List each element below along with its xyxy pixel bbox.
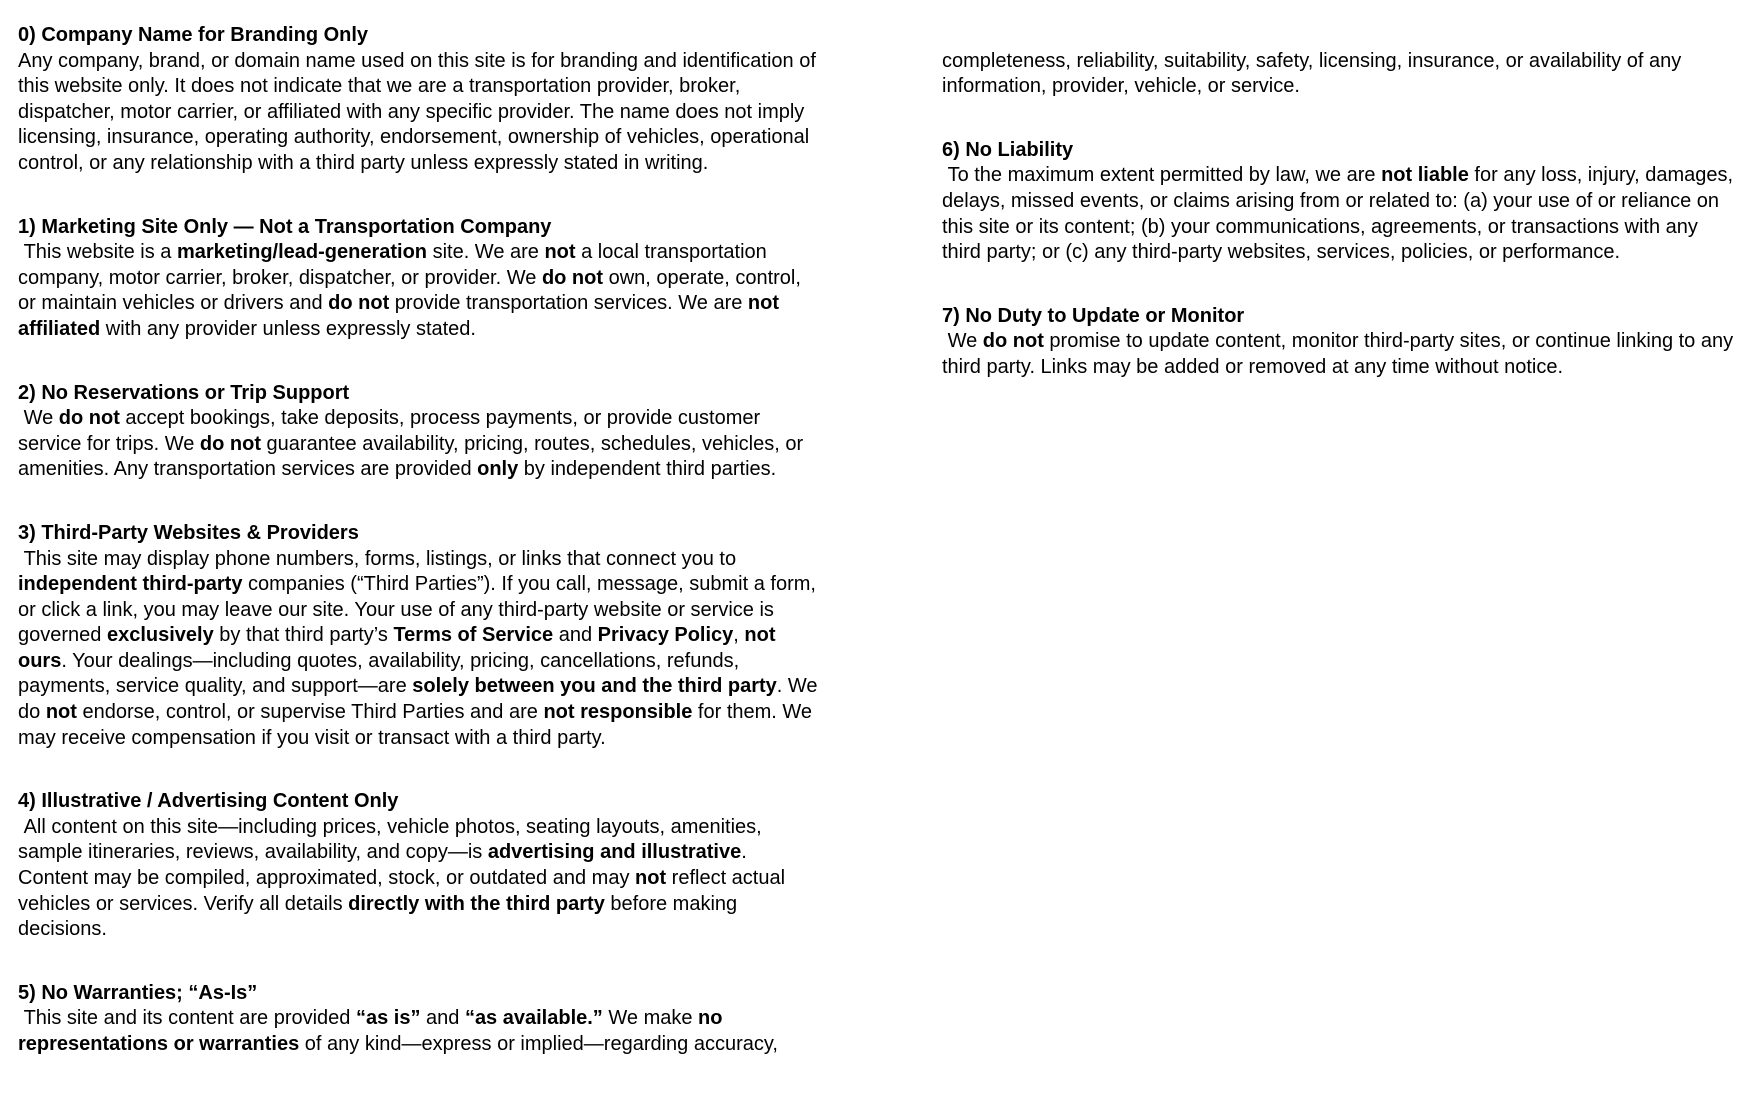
section-heading: 6) No Liability xyxy=(942,138,1074,161)
emphasis-text: Privacy Policy xyxy=(597,624,734,647)
emphasis-text: “as available.” xyxy=(464,1007,603,1030)
disclaimer-section xyxy=(942,304,1742,381)
emphasis-text: only xyxy=(477,458,519,481)
emphasis-text: not affiliated xyxy=(18,292,785,340)
emphasis-text: solely between you and the third party xyxy=(412,675,777,698)
emphasis-text: not ours xyxy=(18,624,782,672)
emphasis-text: not xyxy=(45,701,77,724)
body-text: . Your dealings—including quotes, availability, pricing, cancellations, refunds, payments, service quality, and support—are xyxy=(18,649,745,698)
emphasis-text: not responsible xyxy=(543,701,693,724)
emphasis-text: directly with the third party xyxy=(348,892,605,915)
continuation-paragraph xyxy=(942,49,1742,100)
body-text: own, operate, control, or maintain vehicles or drivers and xyxy=(18,266,807,315)
body-text: This website is a xyxy=(18,241,177,264)
right-text-column xyxy=(942,0,1742,419)
body-text: and xyxy=(553,624,598,647)
body-text: guarantee availability, pricing, routes, schedules, vehicles, or amenities. Any transportation services are provided xyxy=(18,432,809,481)
body-text: by independent third parties. xyxy=(518,458,777,481)
disclaimer-section xyxy=(18,789,818,943)
body-text: We make xyxy=(602,1007,699,1030)
body-text: , xyxy=(733,624,745,647)
emphasis-text: exclusively xyxy=(106,624,214,647)
disclaimer-section xyxy=(18,381,818,483)
section-heading: 4) Illustrative / Advertising Content Only xyxy=(18,790,399,813)
emphasis-text: advertising and illustrative xyxy=(487,841,742,864)
body-text: with any provider unless expressly stated. xyxy=(100,317,476,340)
body-text: . Content may be compiled, approximated, stock, or outdated and may xyxy=(18,841,753,890)
section-heading: 5) No Warranties; “As-Is” xyxy=(18,981,258,1004)
body-text: Any company, brand, or domain name used on this site is for branding and identification of this website only. It does not indicate that we are a transportation provider, broker, dispatcher, motor carrier, or affiliated with any specific provider. The name does not imply licensing, insurance, operating authority, endorsement, ownership of vehicles, operational control, or any relationship with a third party unless expressly stated in writing. xyxy=(18,49,822,174)
emphasis-text: do not xyxy=(58,407,120,430)
body-text: We xyxy=(942,330,983,353)
body-text: endorse, control, or supervise Third Parties and are xyxy=(76,701,544,724)
emphasis-text: Terms of Service xyxy=(393,624,554,647)
emphasis-text: not xyxy=(635,867,667,890)
section-heading: 3) Third-Party Websites & Providers xyxy=(18,521,359,544)
emphasis-text: “as is” xyxy=(355,1007,421,1030)
disclaimer-section xyxy=(18,981,818,1058)
body-text: reflect actual vehicles or services. Verify all details xyxy=(18,867,791,915)
body-text: promise to update content, monitor third-party sites, or continue linking to any third party. Links may be added or removed at any time without notice. xyxy=(942,330,1739,378)
emphasis-text: do not xyxy=(982,330,1044,353)
emphasis-text: do not xyxy=(541,266,604,289)
body-text: of any kind—express or implied—regarding accuracy, xyxy=(299,1033,778,1055)
body-text: . We do xyxy=(18,675,824,724)
body-text: by that third party’s xyxy=(213,624,394,647)
body-text: site. We are xyxy=(427,241,545,264)
body-text: for any loss, injury, damages, delays, missed events, or claims arising from or related to: (a) your use of or reliance on this site or its content; (b) your communications, agreements, or transactions with any third party; or (c) any third-party websites, services, policies, or performance. xyxy=(942,164,1739,264)
body-text: and xyxy=(420,1007,465,1030)
body-text: completeness, reliability, suitability, safety, licensing, insurance, or availability of any information, provider, vehicle, or service. xyxy=(942,49,1687,98)
disclaimer-section xyxy=(18,215,818,343)
body-text: We xyxy=(18,407,59,430)
body-text: before making decisions. xyxy=(18,892,743,941)
disclaimer-section xyxy=(18,23,822,177)
section-heading: 0) Company Name for Branding Only xyxy=(18,24,369,46)
section-heading: 1) Marketing Site Only — Not a Transportation Company xyxy=(18,215,552,238)
body-text: a local transportation company, motor carrier, broker, dispatcher, or provider. We xyxy=(18,241,773,289)
body-text: companies (“Third Parties”). If you call, message, submit a form, or click a link, you may leave our site. Your use of any third-party website or service is governed xyxy=(18,573,822,647)
emphasis-text: independent third-party xyxy=(18,573,243,596)
emphasis-text: not xyxy=(544,241,576,264)
body-text: This site may display phone numbers, forms, listings, or links that connect you to xyxy=(18,547,742,570)
emphasis-text: marketing/lead-generation xyxy=(176,241,428,264)
emphasis-text: do not xyxy=(328,292,390,315)
left-text-column xyxy=(18,0,824,1096)
disclaimer-section xyxy=(18,521,824,751)
body-text: accept bookings, take deposits, process payments, or provide customer service for trips. We xyxy=(18,407,766,455)
body-text: All content on this site—including prices, vehicle photos, seating layouts, amenities, sample itineraries, reviews, availability, and copy—is xyxy=(18,815,768,864)
emphasis-text: do not xyxy=(199,432,261,455)
body-text: To the maximum extent permitted by law, we are xyxy=(942,164,1382,187)
disclaimer-section xyxy=(942,138,1742,266)
section-heading: 7) No Duty to Update or Monitor xyxy=(942,304,1245,327)
emphasis-text: no representations or warranties xyxy=(18,1007,729,1055)
body-text: for them. We may receive compensation if you visit or transact with a third party. xyxy=(18,701,818,749)
body-text: provide transportation services. We are xyxy=(389,292,748,315)
body-text: This site and its content are provided xyxy=(18,1007,356,1030)
section-heading: 2) No Reservations or Trip Support xyxy=(18,381,350,404)
emphasis-text: not liable xyxy=(1381,164,1469,187)
